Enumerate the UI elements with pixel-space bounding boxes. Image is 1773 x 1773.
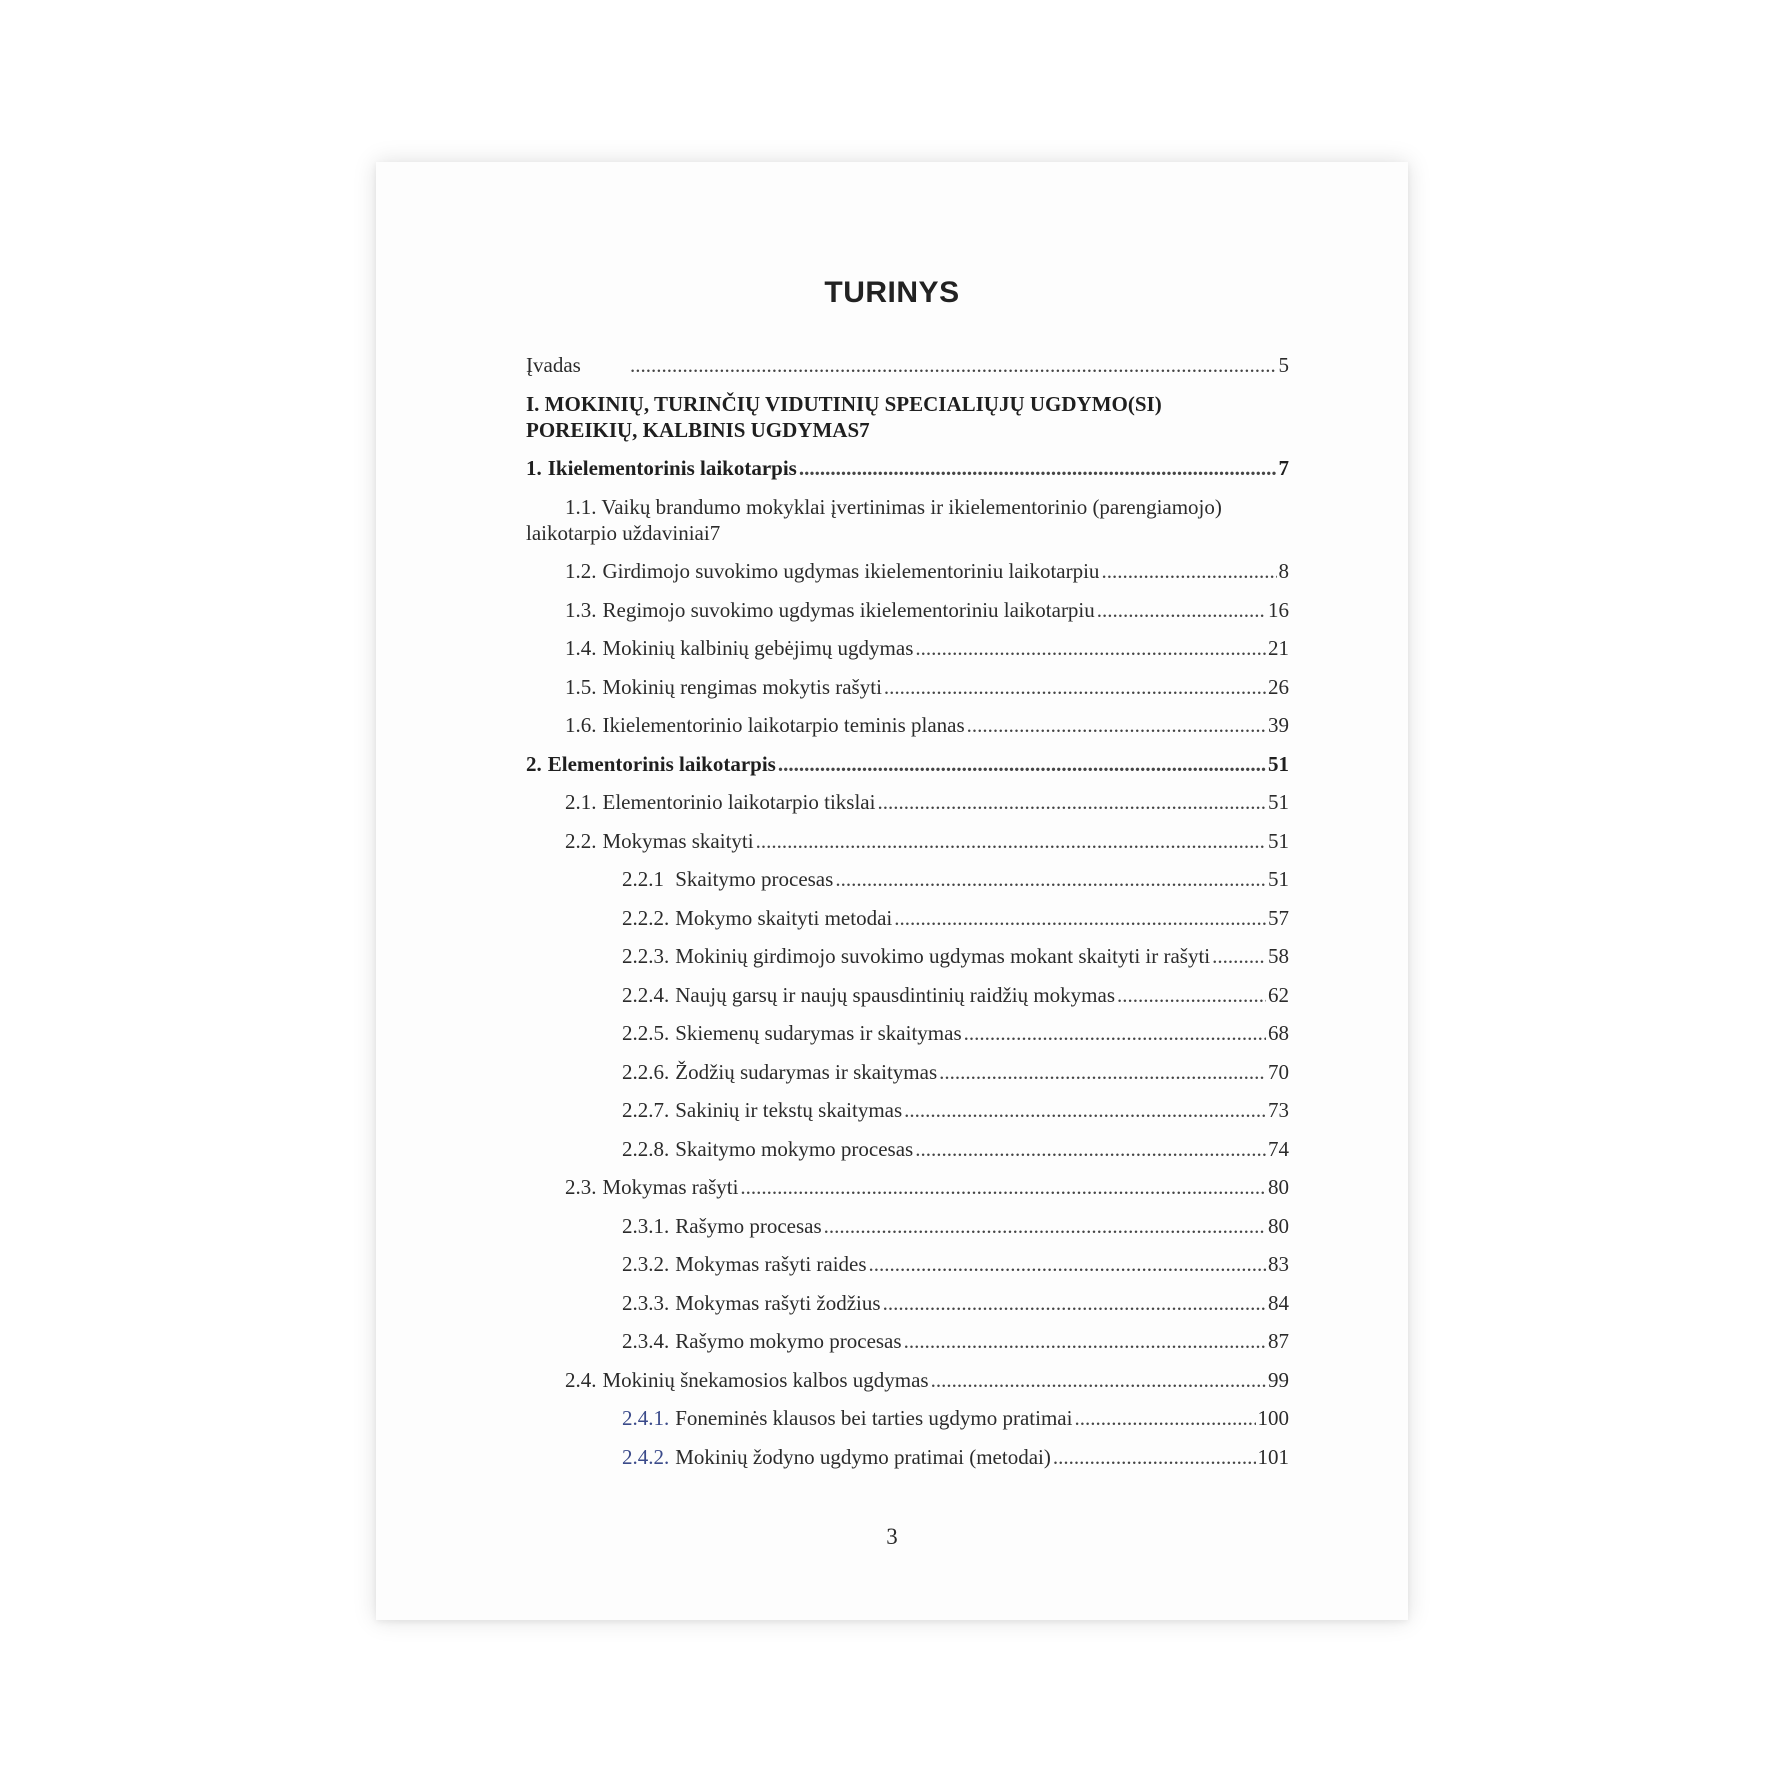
- toc-entry-part-1[interactable]: [526, 391, 1289, 443]
- toc-entry-2-2[interactable]: [526, 828, 1289, 854]
- toc-entry-label: Skaitymo mokymo procesas: [675, 1136, 914, 1161]
- toc-entry-number: 1.4.: [565, 636, 597, 660]
- toc-entry-number: 2.1.: [565, 790, 597, 814]
- toc-entry-label: Naujų garsų ir naujų spausdintinių raidžių mokymas: [675, 982, 1116, 1007]
- toc-entry-1-4[interactable]: [526, 635, 1289, 661]
- toc-entry-label-line1: 1.1. Vaikų brandumo mokyklai įvertinimas ir ikielementorinio (parengiamojo): [565, 494, 1222, 519]
- toc-page-number: 80: [1268, 1213, 1289, 1238]
- toc-entry-label: Mokinių girdimojo suvokimo ugdymas mokant skaityti ir rašyti: [675, 944, 1211, 968]
- dot-leader: [894, 905, 1266, 931]
- toc-entry-intro[interactable]: [526, 352, 1289, 378]
- toc-entry-label: Foneminės klausos bei tarties ugdymo pratimai: [675, 1406, 1073, 1430]
- toc-entry-2-1[interactable]: [526, 789, 1289, 815]
- dot-leader: [1101, 558, 1276, 584]
- document-page: [376, 162, 1408, 1620]
- toc-entry-label: Mokinių žodyno ugdymo pratimai (metodai): [675, 1444, 1051, 1469]
- toc-entry-label-line2: POREIKIŲ, KALBINIS UGDYMAS: [526, 417, 860, 442]
- dot-leader: [835, 866, 1266, 892]
- dot-leader: [964, 1020, 1266, 1046]
- dot-leader: [756, 828, 1266, 854]
- toc-entry-2-2-8[interactable]: [526, 1136, 1289, 1162]
- toc-page-number: 70: [1268, 1059, 1289, 1084]
- toc-entry-number: 2.4.: [565, 1367, 597, 1392]
- toc-page-number: 83: [1268, 1252, 1289, 1276]
- toc-page-number: 51: [1268, 828, 1289, 853]
- toc-entry-number: 1.2.: [565, 559, 597, 583]
- toc-page-number: 80: [1268, 1175, 1289, 1199]
- toc-page-number: 74: [1268, 1136, 1289, 1161]
- toc-page-number: 87: [1268, 1329, 1289, 1353]
- toc-entry-number: 2.2.2.: [622, 905, 670, 930]
- toc-entry-number: 2.2.6.: [622, 1059, 670, 1084]
- toc-entry-number: 2.4.2.: [622, 1444, 670, 1469]
- toc-entry-1-6[interactable]: [526, 712, 1289, 738]
- toc-entry-label: Mokymas rašyti žodžius: [675, 1290, 881, 1315]
- toc-entry-label: Mokymas skaityti: [602, 828, 754, 853]
- toc-entry-2-3-3[interactable]: [526, 1290, 1289, 1316]
- toc-entry-2-2-5[interactable]: [526, 1020, 1289, 1046]
- toc-entry-label: Rašymo procesas: [675, 1213, 822, 1238]
- toc-entry-label-line1: I. MOKINIŲ, TURINČIŲ VIDUTINIŲ SPECIALIŲJŲ UGDYMO(SI): [526, 391, 1162, 416]
- toc-page-number: 68: [1268, 1021, 1289, 1045]
- dot-leader: [915, 635, 1266, 661]
- toc-entry-label: Mokymas rašyti raides: [675, 1252, 867, 1276]
- toc-entry-label-line2: laikotarpio uždaviniai: [526, 520, 710, 545]
- toc-page-number: 101: [1257, 1444, 1289, 1469]
- toc-entry-2-4-1[interactable]: [526, 1405, 1289, 1431]
- toc-entry-label: Ikielementorinio laikotarpio teminis planas: [602, 713, 965, 737]
- toc-page-number: 73: [1268, 1098, 1289, 1122]
- toc-page-number: 51: [1268, 790, 1289, 814]
- toc-entry-1-5[interactable]: [526, 674, 1289, 700]
- toc-entry-label: Girdimojo suvokimo ugdymas ikielementoriniu laikotarpiu: [602, 559, 1100, 583]
- dot-leader: [939, 1059, 1266, 1085]
- dot-leader: [630, 352, 1277, 378]
- dot-leader: [904, 1097, 1266, 1123]
- dot-leader: [915, 1136, 1266, 1162]
- dot-leader: [869, 1251, 1266, 1277]
- toc-entry-1-2[interactable]: [526, 558, 1289, 584]
- dot-leader: [1074, 1405, 1255, 1431]
- toc-entry-2-3-2[interactable]: [526, 1251, 1289, 1277]
- toc-entry-2-2-6[interactable]: [526, 1059, 1289, 1085]
- dot-leader: [931, 1367, 1266, 1393]
- toc-entry-2-4-2[interactable]: [526, 1444, 1289, 1470]
- toc-entry-label: Skaitymo procesas: [675, 867, 834, 891]
- toc-entry-2-3-4[interactable]: [526, 1328, 1289, 1354]
- toc-page-number: 39: [1268, 713, 1289, 737]
- toc-entry-label: Mokinių rengimas mokytis rašyti: [602, 674, 882, 699]
- toc-entry-label: Įvadas: [526, 353, 581, 377]
- toc-page-number: 7: [859, 417, 870, 442]
- dot-leader: [1117, 982, 1266, 1008]
- toc-page-number: 62: [1268, 982, 1289, 1007]
- toc-entry-label: Skiemenų sudarymas ir skaitymas: [675, 1021, 962, 1045]
- toc-entry-1-3[interactable]: [526, 597, 1289, 623]
- dot-leader: [824, 1213, 1266, 1239]
- table-of-contents: [526, 352, 1289, 1482]
- toc-page-number: 8: [1278, 559, 1289, 583]
- toc-entry-2-2-2[interactable]: [526, 905, 1289, 931]
- toc-entry-number: 2.: [526, 751, 542, 776]
- dot-leader: [799, 455, 1277, 481]
- toc-page-number: 21: [1268, 636, 1289, 660]
- toc-entry-number: 2.2.1: [622, 867, 664, 891]
- toc-page-number: 99: [1268, 1367, 1289, 1392]
- toc-entry-2-2-1[interactable]: [526, 866, 1289, 892]
- toc-entry-number: 2.3.4.: [622, 1329, 670, 1353]
- toc-entry-number: 2.2.3.: [622, 944, 670, 968]
- dot-leader: [1097, 597, 1266, 623]
- toc-entry-2-2-4[interactable]: [526, 982, 1289, 1008]
- dot-leader: [1212, 943, 1266, 969]
- toc-entry-number: 2.2.4.: [622, 982, 670, 1007]
- toc-entry-number: 2.4.1.: [622, 1406, 670, 1430]
- toc-entry-label: Elementorinis laikotarpis: [547, 751, 776, 776]
- toc-entry-label: Elementorinio laikotarpio tikslai: [602, 790, 876, 814]
- toc-entry-label: Regimojo suvokimo ugdymas ikielementoriniu laikotarpiu: [602, 597, 1095, 622]
- toc-entry-number: 2.3.: [565, 1175, 597, 1199]
- toc-entry-2-3-1[interactable]: [526, 1213, 1289, 1239]
- toc-entry-2-3[interactable]: [526, 1174, 1289, 1200]
- toc-page-number: 7: [709, 520, 721, 545]
- dot-leader: [1053, 1444, 1256, 1470]
- dot-leader: [740, 1174, 1266, 1200]
- toc-entry-2-2-7[interactable]: [526, 1097, 1289, 1123]
- toc-entry-2-4[interactable]: [526, 1367, 1289, 1393]
- toc-entry-number: 2.2.7.: [622, 1098, 670, 1122]
- dot-leader: [967, 712, 1266, 738]
- toc-entry-label: Mokymas rašyti: [602, 1175, 739, 1199]
- toc-entry-number: 2.2.5.: [622, 1021, 670, 1045]
- toc-entry-number: 1.6.: [565, 713, 597, 737]
- toc-page-number: 57: [1268, 905, 1289, 930]
- toc-page-number: 51: [1268, 751, 1289, 776]
- dot-leader: [884, 674, 1266, 700]
- page-number: 3: [886, 1524, 898, 1549]
- toc-page-number: 26: [1268, 674, 1289, 699]
- toc-entry-label: Ikielementorinis laikotarpis: [547, 456, 797, 480]
- toc-entry-number: 2.2.8.: [622, 1136, 670, 1161]
- toc-page-number: 5: [1278, 353, 1289, 377]
- toc-entry-label: Sakinių ir tekstų skaitymas: [675, 1098, 903, 1122]
- toc-entry-number: 2.3.1.: [622, 1213, 670, 1238]
- toc-entry-number: 1.: [526, 456, 542, 480]
- toc-entry-number: 2.2.: [565, 828, 597, 853]
- toc-entry-2[interactable]: [526, 751, 1289, 777]
- toc-entry-label: Žodžių sudarymas ir skaitymas: [675, 1059, 938, 1084]
- toc-entry-number: 1.5.: [565, 674, 597, 699]
- toc-page-number: 7: [1278, 456, 1289, 480]
- toc-entry-number: 2.3.2.: [622, 1252, 670, 1276]
- toc-entry-number: 1.3.: [565, 597, 597, 622]
- toc-entry-label: Mokinių šnekamosios kalbos ugdymas: [602, 1367, 929, 1392]
- toc-entry-1-1[interactable]: [526, 494, 1289, 546]
- dot-leader: [877, 789, 1266, 815]
- page-title: TURINYS: [824, 276, 960, 309]
- dot-leader: [883, 1290, 1266, 1316]
- toc-entry-label: Mokymo skaityti metodai: [675, 905, 893, 930]
- toc-entry-label: Mokinių kalbinių gebėjimų ugdymas: [602, 636, 914, 660]
- toc-page-number: 58: [1268, 944, 1289, 968]
- dot-leader: [778, 751, 1266, 777]
- toc-entry-number: 2.3.3.: [622, 1290, 670, 1315]
- toc-entry-2-2-3[interactable]: [526, 943, 1289, 969]
- toc-page-number: 100: [1257, 1406, 1289, 1430]
- toc-page-number: 51: [1268, 867, 1289, 891]
- dot-leader: [904, 1328, 1266, 1354]
- toc-entry-label: Rašymo mokymo procesas: [675, 1329, 902, 1353]
- toc-entry-1[interactable]: [526, 455, 1289, 481]
- toc-page-number: 84: [1268, 1290, 1289, 1315]
- toc-page-number: 16: [1268, 597, 1289, 622]
